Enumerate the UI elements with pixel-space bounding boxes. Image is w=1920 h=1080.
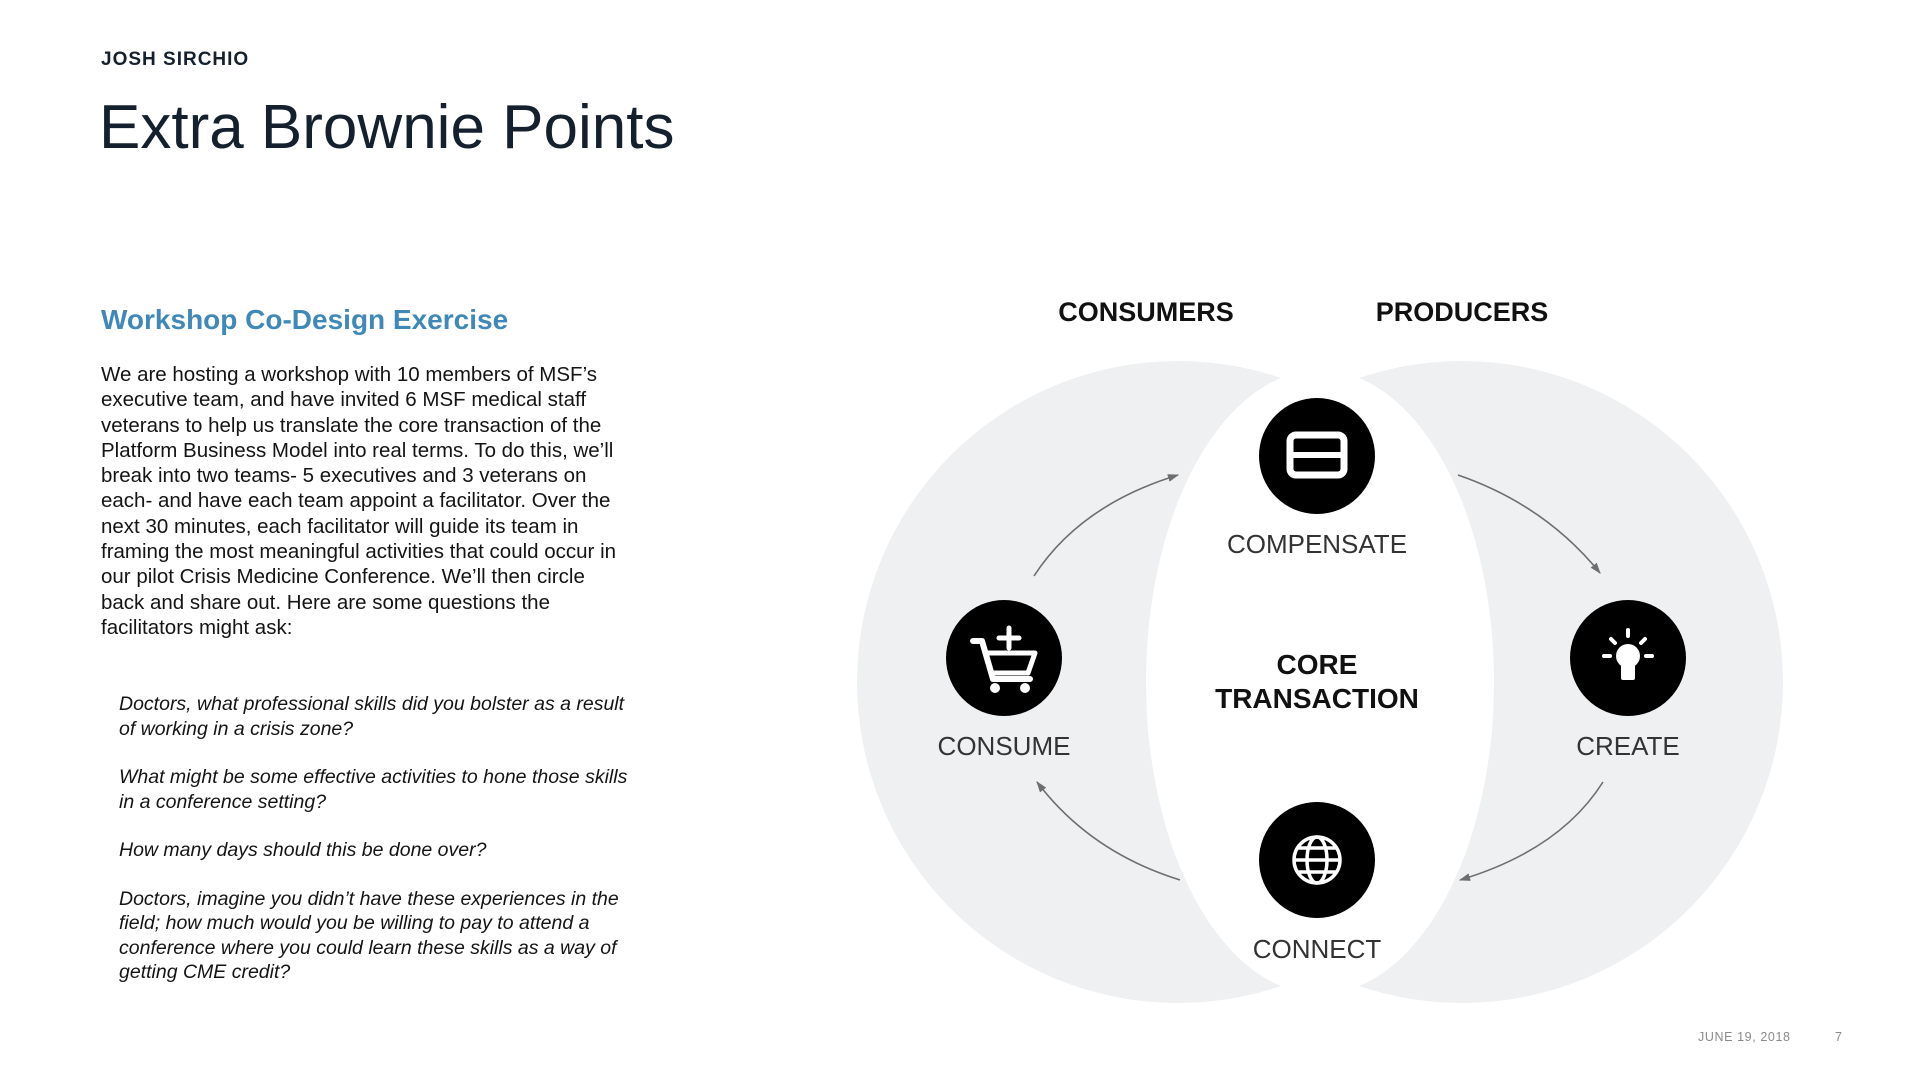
- question-item: Doctors, what professional skills did you bolster as a result of working in a crisis zone?: [119, 693, 625, 740]
- transaction-label: TRANSACTION: [1215, 683, 1419, 714]
- core-label: CORE: [1276, 649, 1358, 680]
- question-item: How many days should this be done over?: [119, 839, 487, 861]
- create-node: [1570, 600, 1686, 761]
- consume-label: CONSUME: [937, 731, 1071, 761]
- consumers-label: CONSUMERS: [1058, 297, 1234, 327]
- create-label: CREATE: [1576, 731, 1680, 761]
- page-number: 7: [1835, 1030, 1842, 1044]
- author-name: JOSH SIRCHIO: [101, 49, 250, 70]
- producers-label: PRODUCERS: [1375, 297, 1549, 327]
- compensate-label: COMPENSATE: [1226, 529, 1408, 559]
- connect-node: [1253, 802, 1382, 964]
- consume-node: [938, 600, 1071, 761]
- slide-title: Extra Brownie Points: [99, 93, 675, 162]
- body-paragraph: We are hosting a workshop with 10 members of MSF’s executive team, and have invited 6 MSF medical staff veterans to help us translate the core transaction of the Platform Business Model into real terms. To do this, we’ll break into two teams- 5 executives and 3 veterans on each- and have each team appoint a facilitator. Over the next 30 minutes, each facilitator will guide its team in framing the most meaningful activities that could occur in our pilot Crisis Medicine Conference. We’ll then circle back and share out. Here are some questions the facilitators might ask:: [101, 363, 617, 639]
- section-subtitle: Workshop Co-Design Exercise: [101, 304, 509, 335]
- question-item: Doctors, imagine you didn’t have these experiences in the field; how much would you be willing to pay to attend a conference where you could learn these skills as a way of getting CME credit?: [119, 887, 619, 983]
- connect-label: CONNECT: [1252, 934, 1382, 964]
- question-item: What might be some effective activities to hone those skills in a conference setting?: [119, 766, 628, 813]
- footer-date: JUNE 19, 2018: [1698, 1030, 1791, 1044]
